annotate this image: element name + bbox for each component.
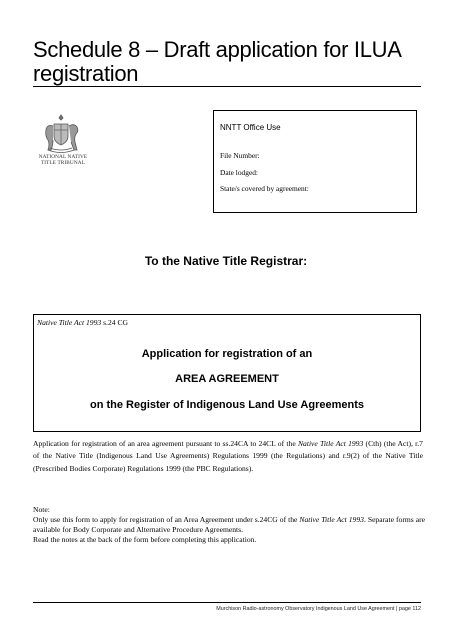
registrar-heading: To the Native Title Registrar:	[144, 254, 308, 268]
note-act-title: Native Title Act 1993	[299, 515, 364, 524]
application-paragraph	[33, 438, 423, 475]
coat-of-arms-icon	[38, 112, 84, 156]
note-text	[33, 515, 425, 536]
application-line-3: on the Register of Indigenous Land Use Agreements	[89, 399, 365, 411]
file-number-label: File Number:	[220, 151, 260, 160]
office-use-heading: NNTT Office Use	[220, 123, 281, 132]
act-reference	[37, 318, 128, 328]
application-line-1: Application for registration of an	[141, 348, 313, 360]
note-instruction: Read the notes at the back of the form before completing this application.	[33, 535, 257, 544]
paragraph-text-b: (Cth) (the Act), r.7 of the Native Title (Indigenous Land Use Agreements) Regulations 1999 (the Regulations) and r.9(2) of the Native Title (Prescribed Bodies Corporate) Regulations 1999 (the PBC Regulations).	[33, 439, 423, 473]
paragraph-act-title: Native Title Act 1993	[297, 439, 364, 448]
states-covered-label: State/s covered by agreement:	[220, 184, 309, 193]
act-reference-title: Native Title Act 1993	[37, 318, 102, 327]
application-agreement-type: AREA AGREEMENT	[175, 373, 279, 385]
act-reference-section: s.24 CG	[101, 318, 128, 327]
tribunal-name-line1: NATIONAL NATIVE	[38, 154, 88, 160]
note-text-a: Only use this form to apply for registration of an Area Agreement under s.24CG of the	[33, 515, 300, 524]
note-label: Note:	[33, 505, 50, 514]
page-title: Schedule 8 – Draft application for ILUA registration	[33, 37, 401, 86]
tribunal-name-line2: TITLE TRIBUNAL	[40, 160, 86, 167]
date-lodged-label: Date lodged:	[220, 167, 258, 177]
page-footer: Murchison Radio-astronomy Observatory Indigenous Land Use Agreement | page 112	[216, 606, 421, 612]
office-use-box	[213, 110, 417, 213]
tribunal-name	[24, 154, 102, 167]
note-text-b: . Separate forms are available for Body Corporate and Alternative Procedure Agreements.	[33, 515, 425, 535]
title-divider	[33, 86, 421, 87]
paragraph-text-a: Application for registration of an area agreement pursuant to ss.24CA to 24CL of the	[33, 439, 298, 448]
footer-divider	[33, 602, 421, 603]
